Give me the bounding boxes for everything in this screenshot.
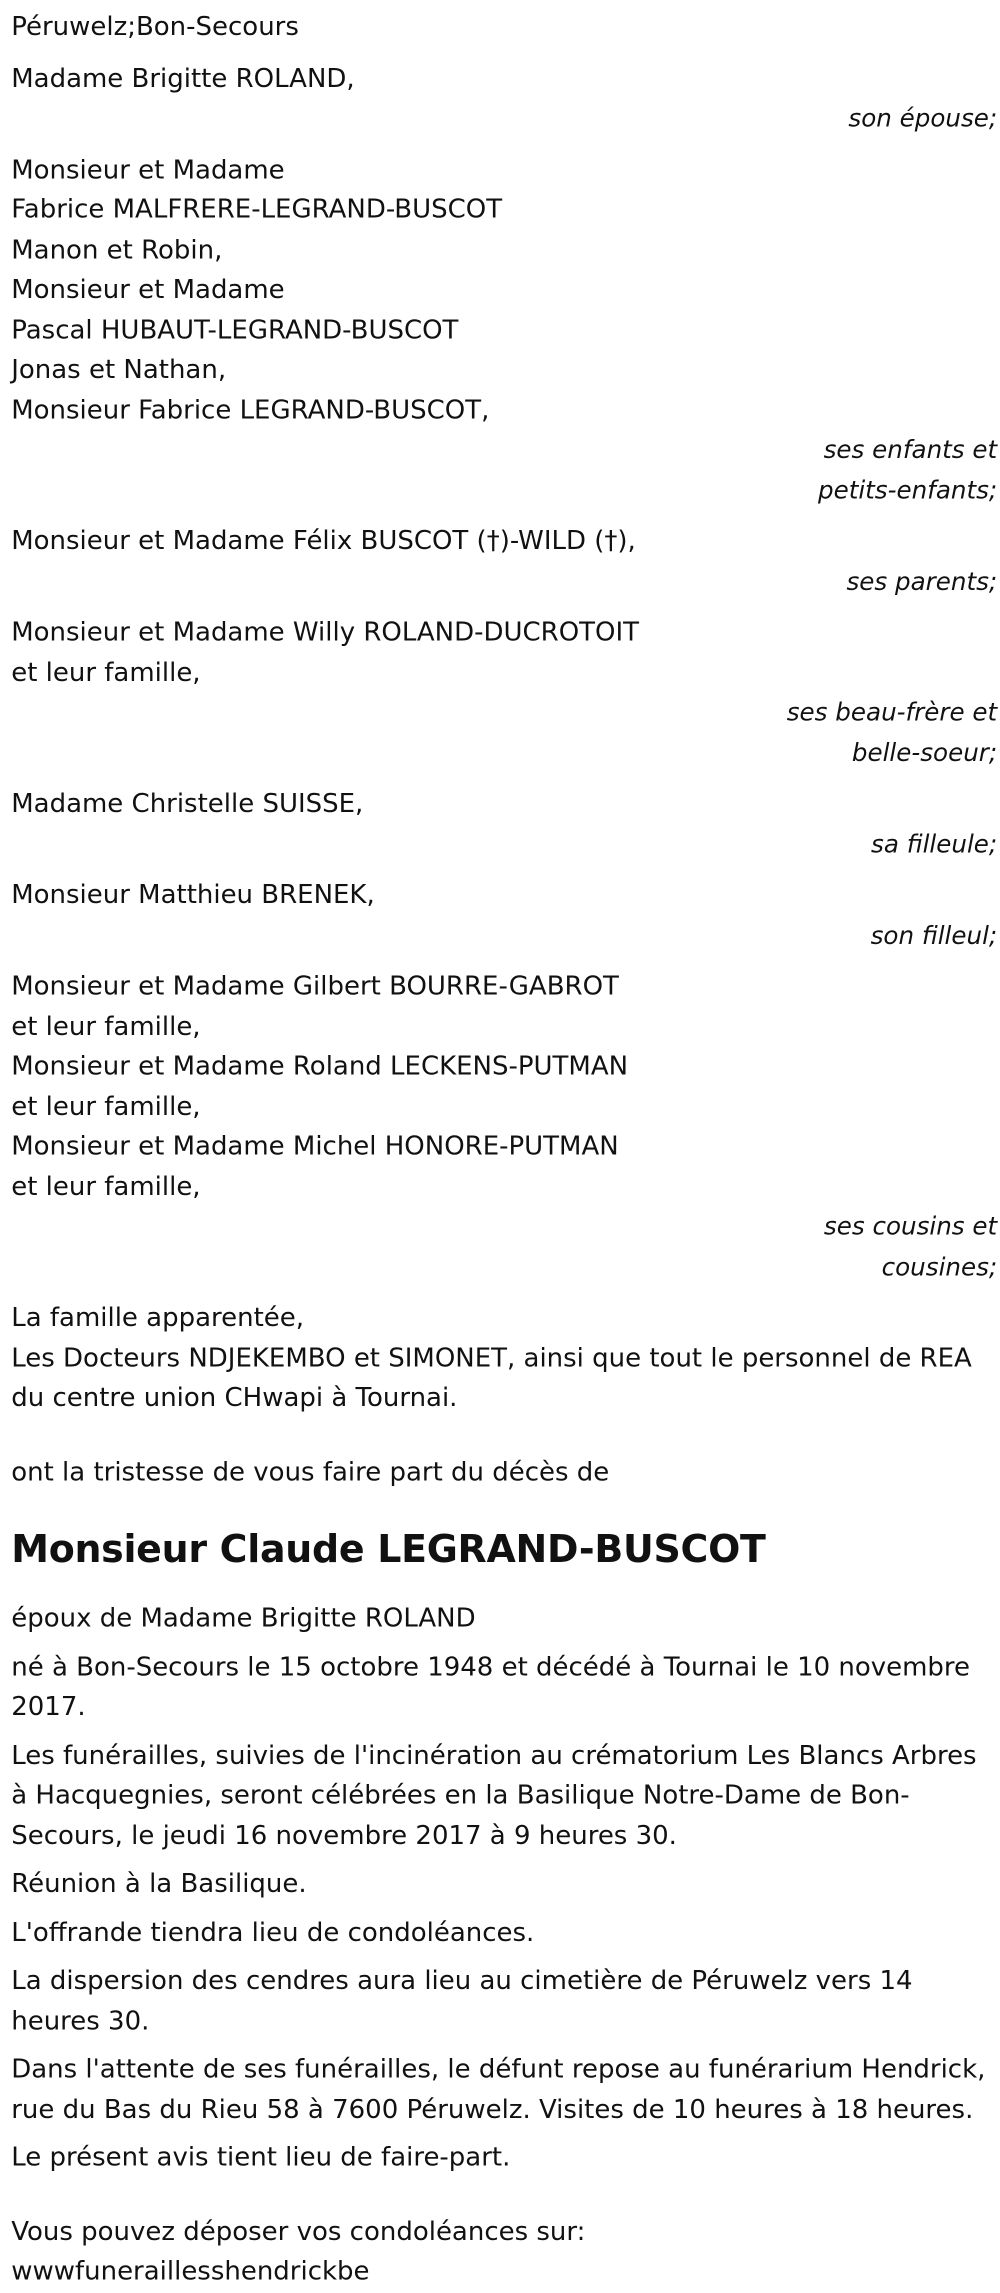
relation-label (11, 916, 997, 956)
family-member-line: Fabrice MALFRERE-LEGRAND-BUSCOT (11, 195, 503, 225)
relation-text: ses enfants et (823, 436, 998, 465)
location-header: Péruwelz;Bon-Secours (11, 12, 299, 43)
visitation-paragraph: Dans l'attente de ses funérailles, le défunt repose au funérarium Hendrick, rue du Bas du Rieu 58 à 7600 Péruwelz. Visites de 10 heures à 18 heures. (11, 2054, 986, 2125)
family-group (11, 876, 997, 956)
family-member-line: Monsieur Fabrice LEGRAND-BUSCOT, (11, 395, 490, 425)
family-member-line: et leur famille, (11, 1011, 201, 1042)
relation-label (11, 100, 997, 140)
ashes-paragraph: La dispersion des cendres aura lieu au cimetière de Péruwelz vers 14 heures 30. (11, 1966, 913, 2036)
relation-label (11, 563, 997, 603)
offering-paragraph: L'offrande tiendra lieu de condoléances. (11, 1917, 535, 1948)
family-member-line: Monsieur et Madame Willy ROLAND-DUCROTOIT (11, 617, 640, 648)
family-member-line: Monsieur et Madame (11, 275, 285, 305)
relation-label (11, 1208, 997, 1288)
announcement-text: ont la tristesse de vous faire part du décès de (11, 1457, 610, 1487)
spouse-line: époux de Madame Brigitte ROLAND (11, 1603, 476, 1634)
doctors-line: Les Docteurs NDJEKEMBO et SIMONET, ainsi que tout le personnel de REA du centre union CHwapi à Tournai. (11, 1343, 972, 1413)
condolences-website-link[interactable]: wwwfuneraillesshendrickbe (11, 2257, 370, 2287)
relation-text: ses parents; (846, 568, 998, 597)
family-group (11, 785, 997, 865)
relation-label (11, 825, 997, 865)
family-member-line: Manon et Robin, (11, 235, 223, 265)
deceased-name: Monsieur Claude LEGRAND-BUSCOT (11, 1528, 766, 1572)
family-group (11, 151, 997, 511)
family-member-line: Madame Brigitte ROLAND, (11, 63, 355, 94)
family-member-line: Pascal HUBAUT-LEGRAND-BUSCOT (11, 315, 459, 345)
family-member-line: et leur famille, (11, 1091, 201, 1122)
relation-text: cousines; (881, 1253, 998, 1282)
relation-text: sa filleule; (871, 830, 998, 859)
meeting-paragraph: Réunion à la Basilique. (11, 1869, 307, 1899)
funeral-paragraph: Les funérailles, suivies de l'incinération au crématorium Les Blancs Arbres à Hacquegnies, seront célébrées en la Basilique Notre-Dame de Bon-Secours, le jeudi 16 novembre 2017 à 9 heures 30. (11, 1740, 977, 1851)
family-member-line: Monsieur et Madame (11, 155, 285, 185)
extended-family-line: La famille apparentée, (11, 1303, 305, 1333)
relation-text: ses beau-frère et (786, 699, 998, 728)
family-member-line: Monsieur et Madame Félix BUSCOT (†)-WILD (†), (11, 526, 636, 557)
family-member-line: et leur famille, (11, 1172, 201, 1202)
family-group (11, 614, 997, 774)
family-member-line: Monsieur et Madame Michel HONORE-PUTMAN (11, 1132, 619, 1162)
relation-text: son épouse; (848, 105, 998, 134)
family-member-line: Monsieur Matthieu BRENEK, (11, 880, 375, 911)
relation-label (11, 694, 997, 774)
birth-death-paragraph: né à Bon-Secours le 15 octobre 1948 et décédé à Tournai le 10 novembre 2017. (11, 1652, 971, 1722)
family-group (11, 968, 997, 1288)
relation-text: son filleul; (870, 922, 998, 951)
relation-text: ses cousins et (823, 1213, 998, 1242)
condolences-label: Vous pouvez déposer vos condoléances sur: (11, 2217, 586, 2247)
notice-paragraph: Le présent avis tient lieu de faire-part. (11, 2143, 511, 2173)
family-group (11, 522, 997, 602)
family-member-line: Madame Christelle SUISSE, (11, 789, 364, 819)
family-group (11, 60, 997, 140)
family-member-line: Monsieur et Madame Roland LECKENS-PUTMAN (11, 1051, 629, 1082)
extended-family (11, 1299, 997, 1419)
relation-label (11, 431, 997, 511)
family-member-line: Monsieur et Madame Gilbert BOURRE-GABROT (11, 971, 619, 1002)
family-member-line: et leur famille, (11, 658, 201, 688)
relation-text: petits-enfants; (817, 476, 998, 505)
family-member-line: Jonas et Nathan, (11, 355, 227, 385)
relation-text: belle-soeur; (851, 739, 998, 768)
